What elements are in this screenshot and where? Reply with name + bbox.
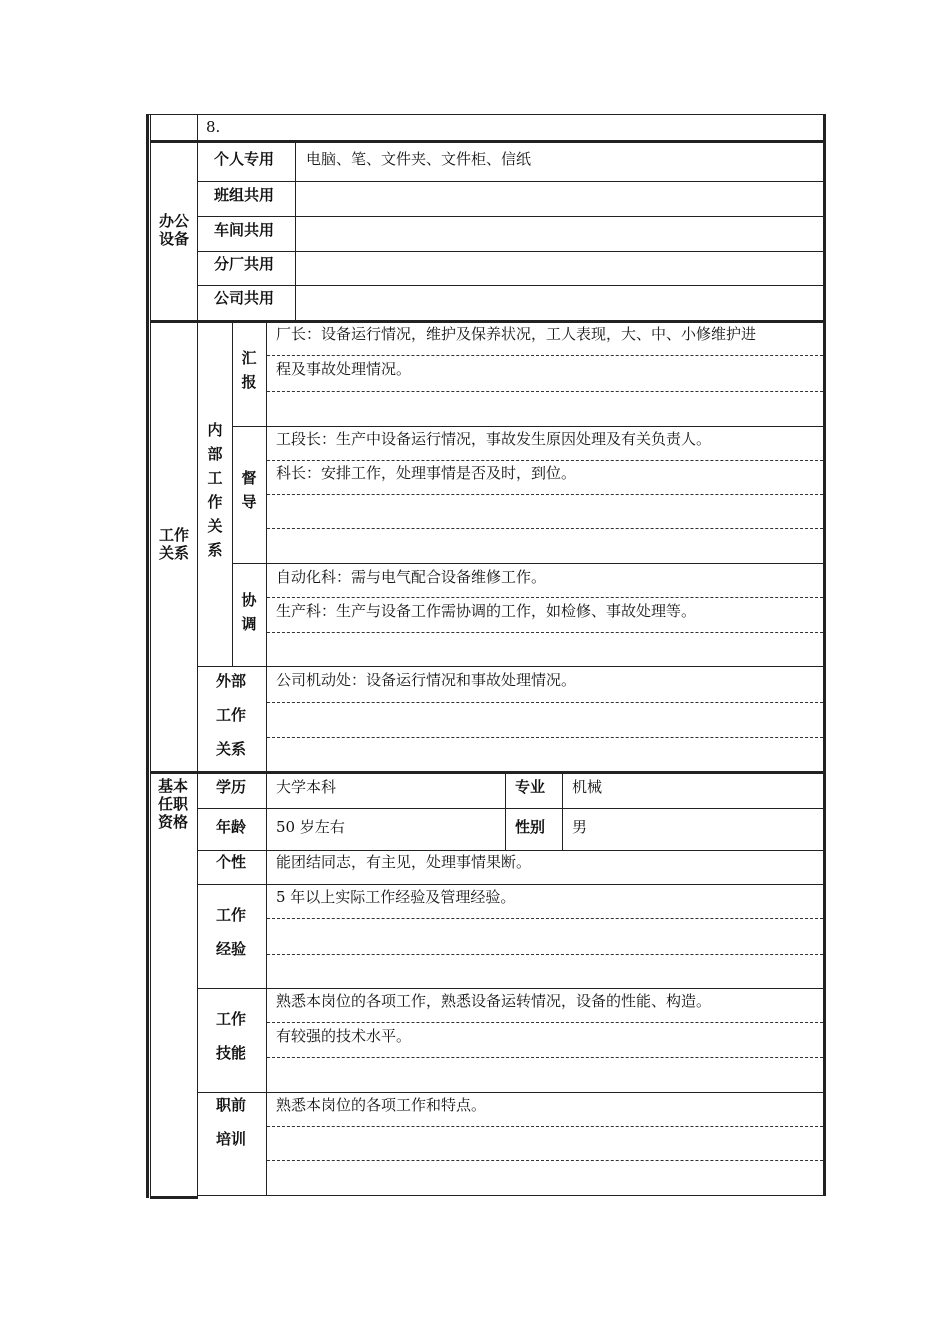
external-label-line-2: 工作 [216,706,247,724]
external-dash-1 [267,702,823,703]
qual-mid-divider-1 [505,774,506,850]
office-value-divider [295,143,296,320]
report-bottom-line [233,426,823,427]
personality-value: 能团结同志，有主见，处理事情果断。 [276,853,532,871]
top-row-text: 8. [206,118,221,136]
office-personal-value: 电脑、笔、文件夹、文件柜、信纸 [306,150,532,168]
external-label-line-3: 关系 [216,740,247,758]
gender-label: 性别 [515,818,546,836]
age-label: 年龄 [216,818,247,836]
education-value: 大学本科 [276,778,337,796]
external-dash-2 [267,737,823,738]
frame-right-border [823,114,826,1196]
external-label-line-1: 外部 [216,672,247,690]
report-line-1: 厂长：设备运行情况，维护及保养状况，工人表现，大、中、小修维护进 [276,325,757,343]
office-row-line-4 [198,285,823,286]
section-divider-office [150,140,823,143]
qual-row-line-4 [198,988,823,989]
personality-label: 个性 [216,853,247,871]
supervise-label: 督 导 [241,469,257,511]
experience-line-1: 5 年以上实际工作经验及管理经验。 [276,888,516,906]
qual-row-line-2 [198,850,823,851]
experience-label-line-1: 工作 [216,906,247,924]
experience-dash-2 [267,954,823,955]
training-line-1: 熟悉本岗位的各项工作和特点。 [276,1096,487,1114]
content-column-divider [266,323,267,1195]
office-company-label: 公司共用 [214,289,275,307]
skills-line-2: 有较强的技术水平。 [276,1027,412,1045]
frame-bottom-left-stub [150,1196,198,1199]
office-personal-label: 个人专用 [214,150,275,168]
external-line-1: 公司机动处：设备运行情况和事故处理情况。 [276,671,577,689]
skills-dash-1 [267,1022,823,1023]
experience-label-line-2: 经验 [216,940,247,958]
qual-row-line-5 [198,1092,823,1093]
supervise-dash-2 [267,494,823,495]
section-divider-qualifications [150,771,823,774]
major-label: 专业 [515,778,546,796]
office-branch-label: 分厂共用 [214,255,275,273]
report-line-2: 程及事故处理情况。 [276,360,412,378]
frame-top-border [146,114,826,115]
supervise-dash-1 [267,460,823,461]
internal-relations-label: 内 部 工 作 关 系 [207,421,223,559]
coordinate-line-1: 自动化科：需与电气配合设备维修工作。 [276,568,547,586]
training-dash-1 [267,1126,823,1127]
report-dash-1 [267,355,823,356]
major-value: 机械 [572,778,603,796]
section-divider-relations [150,320,823,323]
office-team-label: 班组共用 [214,186,275,204]
training-label-line-1: 职前 [216,1096,247,1114]
supervise-bottom-line [233,563,823,564]
skills-label-line-1: 工作 [216,1010,247,1028]
frame-left-border [146,114,149,1198]
skills-line-1: 熟悉本岗位的各项工作，熟悉设备运转情况，设备的性能、构造。 [276,992,712,1010]
internal-sub-divider [232,323,233,666]
skills-label-line-2: 技能 [216,1044,247,1062]
training-dash-2 [267,1160,823,1161]
coordinate-line-2: 生产科：生产与设备工作需协调的工作，如检修、事故处理等。 [276,602,697,620]
supervise-line-1: 工段长：生产中设备运行情况，事故发生原因处理及有关负责人。 [276,430,712,448]
office-row-line-1 [198,181,823,182]
coordinate-label: 协 调 [241,591,257,633]
supervise-line-2: 科长：安排工作，处理事情是否及时，到位。 [276,464,577,482]
work-relations-label: 工作 关系 [158,526,189,562]
label-column-divider [197,114,198,1196]
qual-mid-divider-2 [562,774,563,850]
frame-left-inner-border [150,114,151,1198]
office-row-line-3 [198,251,823,252]
coordinate-dash-2 [267,632,823,633]
report-label: 汇 报 [241,349,257,391]
skills-dash-2 [267,1057,823,1058]
supervise-dash-3 [267,528,823,529]
qualifications-label: 基本 任职 资格 [157,777,188,831]
experience-dash-1 [267,918,823,919]
internal-bottom-line [198,666,823,667]
office-row-line-2 [198,216,823,217]
office-workshop-label: 车间共用 [214,221,275,239]
education-label: 学历 [216,778,247,796]
qual-row-line-3 [198,884,823,885]
gender-value: 男 [572,818,588,836]
report-dash-2 [267,391,823,392]
office-equipment-label: 办公 设备 [158,212,189,248]
coordinate-dash-1 [267,597,823,598]
training-label-line-2: 培训 [216,1130,247,1148]
age-value: 50 岁左右 [276,818,345,836]
qual-row-line-1 [198,808,823,809]
frame-bottom-border [198,1195,826,1196]
